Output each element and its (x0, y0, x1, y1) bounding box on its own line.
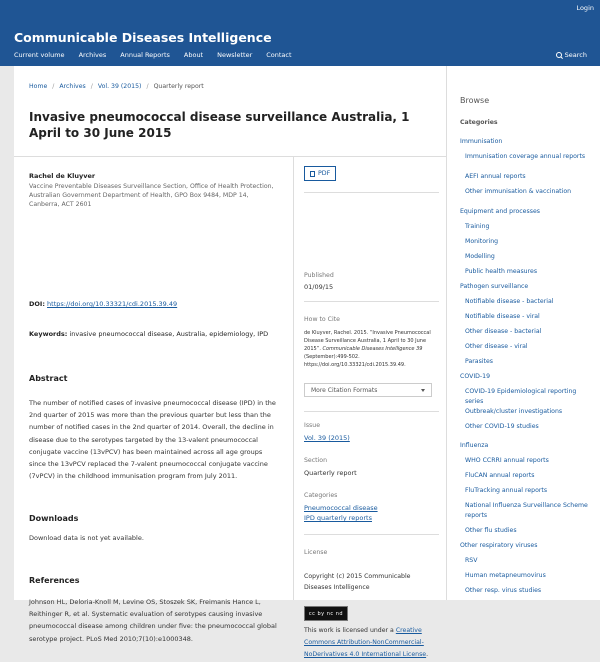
section-label: Section (304, 457, 327, 464)
nav-about[interactable]: About (183, 51, 204, 59)
pdf-button[interactable] (304, 166, 336, 181)
search-link[interactable] (556, 51, 587, 59)
file-icon (310, 171, 315, 177)
sidebar-subcategory[interactable]: Training (465, 223, 490, 230)
breadcrumb-home[interactable]: Home (29, 83, 48, 90)
published-date: 01/09/15 (304, 283, 334, 291)
abstract-heading: Abstract (29, 374, 68, 383)
categories-label: Categories (304, 492, 338, 499)
sidebar-category[interactable]: Equipment and processes (460, 208, 540, 215)
how-to-cite-label: How to Cite (304, 316, 340, 323)
divider (304, 534, 439, 535)
citation-text (304, 329, 434, 369)
sidebar-subcategory[interactable]: Other flu studies (465, 527, 517, 534)
sidebar-subcategory[interactable]: Other COVID-19 studies (465, 423, 539, 430)
doi-label: DOI: (29, 300, 45, 308)
sidebar-subcategory[interactable]: Other disease - bacterial (465, 328, 542, 335)
article-title: Invasive pneumococcal disease surveillance Australia, 1 April to 30 June 2015 (29, 110, 410, 140)
search-label: Search (564, 51, 587, 59)
sidebar-subcategory[interactable]: AEFI annual reports (465, 173, 526, 180)
breadcrumb-volume[interactable]: Vol. 39 (2015) (97, 83, 142, 90)
license-text (304, 625, 434, 662)
downloads-heading: Downloads (29, 514, 79, 523)
breadcrumb-current: Quarterly report (153, 83, 204, 90)
keywords-value: invasive pneumococcal disease, Australia, epidemiology, IPD (69, 330, 269, 338)
issue-link[interactable]: Vol. 39 (2015) (304, 434, 350, 442)
sidebar-subcategory[interactable]: National Influenza Surveillance Scheme reports (465, 502, 588, 519)
divider (304, 301, 439, 302)
issue-label: Issue (304, 422, 321, 429)
login-link[interactable]: Login (576, 4, 594, 12)
sidebar-subcategory[interactable]: FluTracking annual reports (465, 487, 548, 494)
sidebar-category[interactable]: Pathogen surveillance (460, 283, 529, 290)
site-header (0, 0, 600, 66)
chevron-down-icon (421, 389, 425, 392)
sidebar-subcategory[interactable]: Monitoring (465, 238, 499, 245)
license-label: License (304, 549, 328, 556)
keywords-row (29, 330, 268, 338)
breadcrumb-separator: / (52, 83, 55, 90)
sidebar-subcategory[interactable]: Notifiable disease - viral (465, 313, 540, 320)
references-heading: References (29, 576, 80, 585)
category-link[interactable]: Pneumococcal disease (304, 504, 378, 512)
nav-archives[interactable]: Archives (78, 51, 107, 59)
keywords-label: Keywords: (29, 330, 68, 338)
sidebar-subcategory[interactable]: Other disease - viral (465, 343, 528, 350)
pdf-label: PDF (318, 170, 331, 177)
cc-license-badge[interactable]: cc by nc nd (304, 606, 348, 621)
column-divider (293, 157, 294, 600)
sidebar-categories-label: Categories (460, 119, 498, 126)
nav-current-volume[interactable]: Current volume (14, 51, 65, 59)
citation-formats-dropdown[interactable] (304, 383, 432, 397)
citation-main: de Kluyver, Rachel. 2015. “Invasive Pneumococcal Disease Surveillance Australia, 1 April to 30 June 2015”. (304, 330, 431, 352)
browse-heading: Browse (460, 96, 490, 105)
sidebar-subcategory[interactable]: FluCAN annual reports (465, 472, 535, 479)
divider (304, 192, 439, 193)
divider (14, 156, 446, 157)
article-main (14, 66, 446, 659)
section-value: Quarterly report (304, 469, 357, 477)
nav-annual-reports[interactable]: Annual Reports (120, 51, 170, 59)
sidebar-subcategory[interactable]: Parasites (465, 358, 493, 365)
references-text: Johnson HL, Deloria-Knoll M, Levine OS, Stoszek SK, Freimanis Hance L, Reithinger R, et al. Systematic evaluation of serotypes causing invasive pneumococcal disease among children under five: the pneumococcal global serotype project. PLoS Med 2010;7(10):e1000348. (29, 598, 277, 643)
sidebar-subcategory[interactable]: COVID-19 Epidemiological reporting series (465, 388, 577, 405)
sidebar-category[interactable]: COVID-19 (460, 373, 491, 380)
sidebar-category[interactable]: Other respiratory viruses (460, 542, 538, 549)
doi-link[interactable]: https://doi.org/10.33321/cdi.2015.39.49 (47, 300, 178, 308)
breadcrumb-archives[interactable]: Archives (59, 83, 86, 90)
downloads-text: Download data is not yet available. (29, 534, 144, 542)
license-suffix: . (426, 651, 429, 659)
sidebar-subcategory[interactable]: RSV (465, 557, 478, 564)
nav-contact[interactable]: Contact (266, 51, 292, 59)
primary-nav (14, 51, 306, 59)
category-link[interactable]: IPD quarterly reports (304, 514, 372, 522)
license-link[interactable]: Creative Commons Attribution-NonCommercial-NoDerivatives 4.0 International License (304, 627, 427, 659)
breadcrumb-separator: / (146, 83, 149, 90)
breadcrumb (29, 83, 204, 90)
nav-newsletter[interactable]: Newsletter (217, 51, 253, 59)
doi-row (29, 300, 177, 308)
sidebar-subcategory[interactable]: Other resp. virus studies (465, 587, 542, 594)
search-icon (556, 52, 562, 58)
license-prefix: This work is licensed under a (304, 627, 396, 634)
sidebar-subcategory[interactable]: Immunisation coverage annual reports (465, 153, 586, 160)
abstract-text: The number of notified cases of invasive pneumococcal disease (IPD) in the 2nd quarter of 2015 was more than the previous quarter but less than the number of notified cases in the 2nd quarter of 2014. Overall, the decline in disease due to the serotypes targeted by the 13-valent pneumococcal conjugate vaccine (13vPCV) has been maintained across all age groups since the 13vPCV replaced the 7-valent pneumococcal conjugate vaccine (7vPCV) in the childhood immunisation program from July 2011. (29, 399, 276, 481)
breadcrumb-separator: / (90, 83, 93, 90)
sidebar-subcategory[interactable]: Public health measures (465, 268, 538, 275)
sidebar-subcategory[interactable]: Human metapneumovirus (465, 572, 546, 579)
divider (304, 411, 439, 412)
sidebar-subcategory[interactable]: Other immunisation & vaccination (465, 188, 572, 195)
author-affiliation: Vaccine Preventable Diseases Surveillance Section, Office of Health Protection, Australian Government Department of Health, GPO Box 9484, MDP 14, Canberra, ACT 2601 (29, 183, 274, 208)
author-name: Rachel de Kluyver (29, 172, 96, 180)
sidebar-category[interactable]: Immunisation (460, 138, 503, 145)
site-title[interactable]: Communicable Diseases Intelligence (14, 30, 272, 45)
published-label: Published (304, 272, 334, 279)
citation-formats-label: More Citation Formats (311, 387, 378, 394)
citation-journal: Communicable Diseases Intelligence 39 (322, 346, 423, 352)
citation-tail: (September):499-502. https://doi.org/10.33321/cdi.2015.39.49. (304, 354, 406, 368)
sidebar-subcategory[interactable]: WHO CCRRI annual reports (465, 457, 549, 464)
sidebar-subcategory[interactable]: Modelling (465, 253, 495, 260)
copyright-text: Copyright (c) 2015 Communicable Diseases Intelligence (304, 573, 411, 591)
sidebar-subcategory[interactable]: Notifiable disease - bacterial (465, 298, 554, 305)
browse-sidebar (446, 66, 600, 600)
sidebar-subcategory[interactable]: Outbreak/cluster investigations (465, 408, 563, 415)
sidebar-category[interactable]: Influenza (460, 442, 489, 449)
